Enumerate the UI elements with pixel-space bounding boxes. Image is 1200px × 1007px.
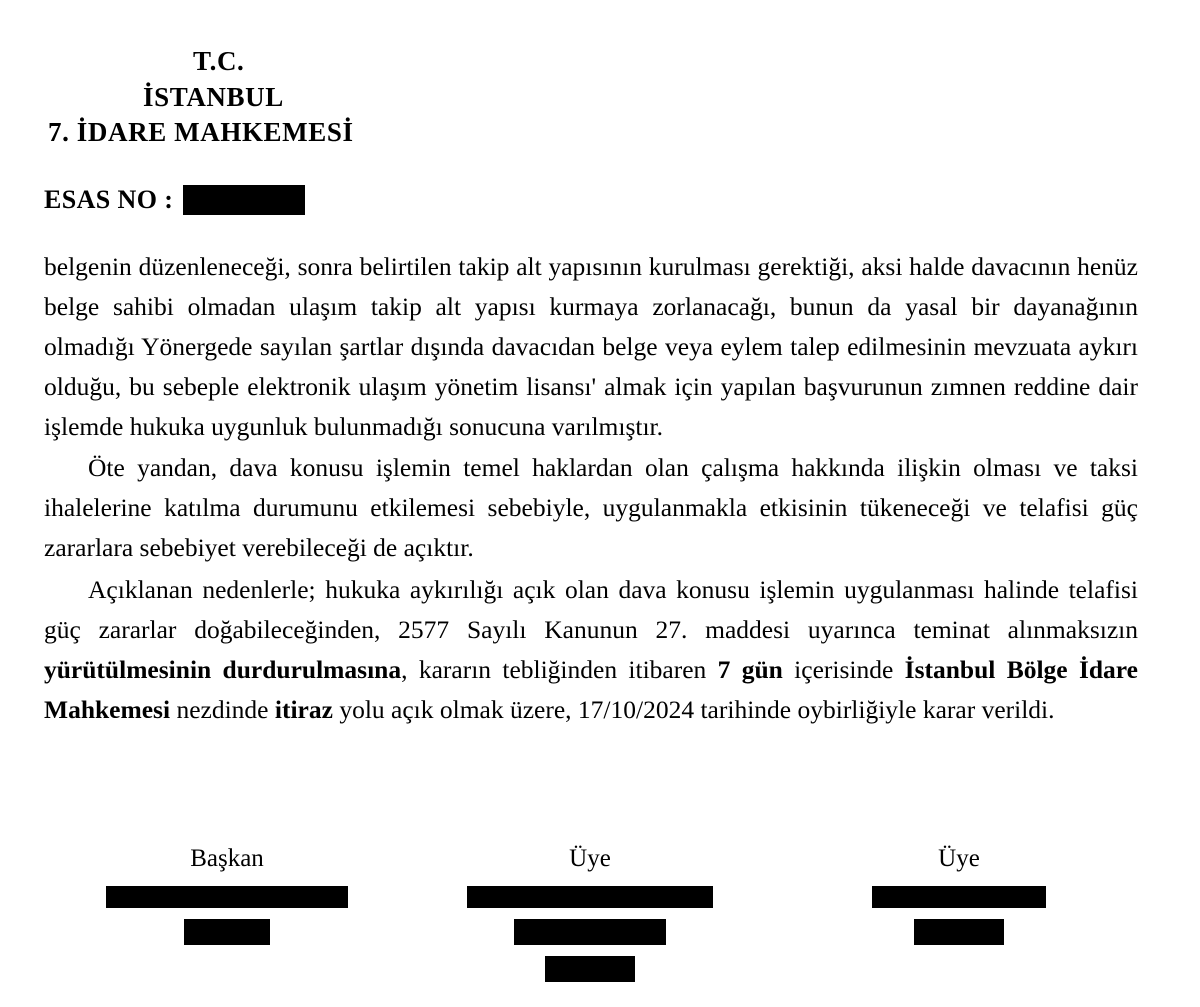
header-line-court: 7. İDARE MAHKEMESİ: [48, 117, 354, 148]
signature-block: [0, 844, 1200, 1004]
decision-bold-seven-days: 7 gün: [717, 654, 783, 684]
paragraph-3-decision: [44, 570, 1138, 730]
paragraph-2: Öte yandan, dava konusu işlemin temel haklardan olan çalışma hakkında ilişkin olması ve taksi ihalelerine katılma durumunu etkilemesi sebebiyle, uygulanmakla etkisinin tükeneceği ve telafisi güç zararlara sebebiyet verebileceği de açıktır.: [44, 453, 1138, 563]
signature-id-redaction-president: [184, 919, 270, 945]
signature-extra-redaction-member-1: [545, 956, 635, 982]
signature-id-redaction-member-2: [914, 919, 1004, 945]
decision-part-4: nezdinde: [170, 694, 275, 724]
signature-name-redaction-president: [106, 886, 348, 908]
case-number-label: ESAS NO :: [44, 184, 174, 214]
decision-part-1: Açıklanan nedenlerle; hukuka aykırılığı açık olan dava konusu işlemin uygulanması halinde telafisi güç zararlar doğabileceğinden, 2577 Sayılı Kanunun 27. maddesi uyarınca teminat alınmaksızın: [44, 575, 1138, 645]
signature-id-redaction-member-1: [514, 919, 666, 945]
header-line-country: T.C.: [193, 46, 245, 76]
signature-member-2: [872, 844, 1046, 956]
signature-member-1: [467, 844, 713, 993]
signature-title-president: Başkan: [190, 845, 264, 872]
document-body: [44, 247, 1138, 730]
case-number-row: [44, 183, 1200, 217]
decision-part-2: , kararın tebliğinden itibaren: [401, 654, 718, 684]
case-number-redaction: [183, 185, 305, 215]
decision-part-3: içerisinde: [782, 654, 905, 684]
signature-president: [106, 844, 348, 956]
signature-title-member-1: Üye: [569, 845, 611, 872]
signature-name-redaction-member-1: [467, 886, 713, 908]
paragraph-1: belgenin düzenleneceği, sonra belirtilen takip alt yapısının kurulması gerektiği, aksi halde davacının henüz belge sahibi olmadan ulaşım takip alt yapısı kurmaya zorlanacağı, bunun da yasal bir dayanağının olmadığı Yönergede sayılan şartlar dışında davacıdan belge veya eylem talep edilmesinin mevzuata aykırı olduğu, bu sebeple elektronik ulaşım yönetim lisansı' almak için yapılan başvurunun zımnen reddine dair işlemde hukuka uygunluk bulunmadığı sonucuna varılmıştır.: [44, 251, 1138, 441]
document-page: [0, 44, 1200, 1007]
signature-title-member-2: Üye: [938, 845, 980, 872]
signature-name-redaction-member-2: [872, 886, 1046, 908]
court-header: [48, 44, 568, 151]
decision-bold-regional-court: İstanbul Bölge İdare Mahkemesi: [44, 654, 1138, 724]
header-line-city: İSTANBUL: [143, 81, 284, 112]
decision-bold-stay-of-execution: yürütülmesinin durdurulmasına: [44, 654, 402, 684]
decision-bold-objection: itiraz: [274, 694, 333, 724]
decision-part-5: yolu açık olmak üzere, 17/10/2024 tarihinde oybirliğiyle karar verildi.: [332, 694, 1055, 724]
